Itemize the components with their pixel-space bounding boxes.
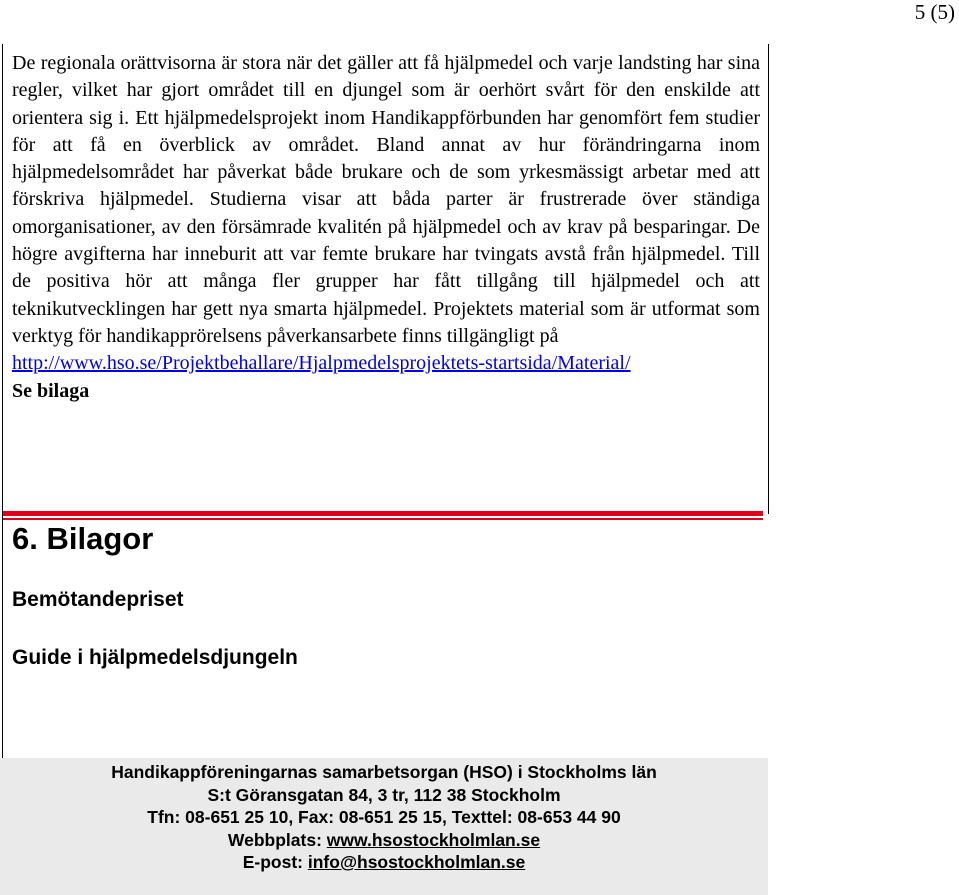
footer-phones: Tfn: 08-651 25 10, Fax: 08-651 25 15, Texttel: 08-653 44 90 — [147, 807, 621, 827]
footer-email — [0, 851, 768, 874]
footer-email-label: E-post: — [242, 852, 308, 872]
footer-web-label: Webbplats: — [227, 829, 327, 850]
footer-email-link[interactable]: info@hsostockholmlan.se — [307, 852, 526, 872]
frame-right-border — [768, 44, 769, 514]
see-attachment-label: Se bilaga — [12, 379, 90, 402]
section-heading: 6. Bilagor — [12, 521, 154, 556]
footer-web — [0, 829, 768, 852]
body-text-block — [12, 50, 760, 405]
footer — [0, 758, 768, 895]
material-link[interactable]: http://www.hso.se/Projektbehallare/Hjalpmedelsprojektets-startsida/Material/ — [12, 352, 631, 375]
footer-address: S:t Göransgatan 84, 3 tr, 112 38 Stockholm — [207, 784, 561, 805]
attachment-item: Bemötandepriset — [12, 588, 184, 611]
body-paragraph: De regionala orättvisorna är stora när det gäller att få hjälpmedel och varje landsting har sina regler, vilket har gjort området till en djungel som är oerhört svårt för den enskilde att orientera sig i. Ett hjälpmedelsprojekt inom Handikappförbunden har genomfört fem studier för att få en överblick av området. Bland annat av hur förändringarna inom hjälpmedelsområdet har påverkat både brukare och de som yrkesmässigt arbetar med att förskriva hjälpmedel. Studierna visar att båda parter är frustrerade över ständiga omorganisationer, av den försämrade kvalitén på hjälpmedel och av krav på besparingar. De högre avgifterna har inneburit att var femte brukare har tvingats avstå från hjälpmedel. Till de positiva hör att många fler grupper har fått tillgång till hjälpmedel och att teknikutvecklingen har gett nya smarta hjälpmedel. Projektets material som är utformat som verktyg för handikapprörelsens påverkansarbete finns tillgängligt på — [12, 52, 760, 347]
page-number: 5 (5) — [914, 0, 955, 24]
attachment-item: Guide i hjälpmedelsdjungeln — [12, 646, 298, 669]
footer-web-link[interactable]: www.hsostockholmlan.se — [326, 829, 541, 850]
frame-left-border — [2, 44, 3, 764]
section-rule-thick — [3, 511, 763, 516]
footer-org-name: Handikappföreningarnas samarbetsorgan (HSO) i Stockholms län — [111, 762, 657, 782]
